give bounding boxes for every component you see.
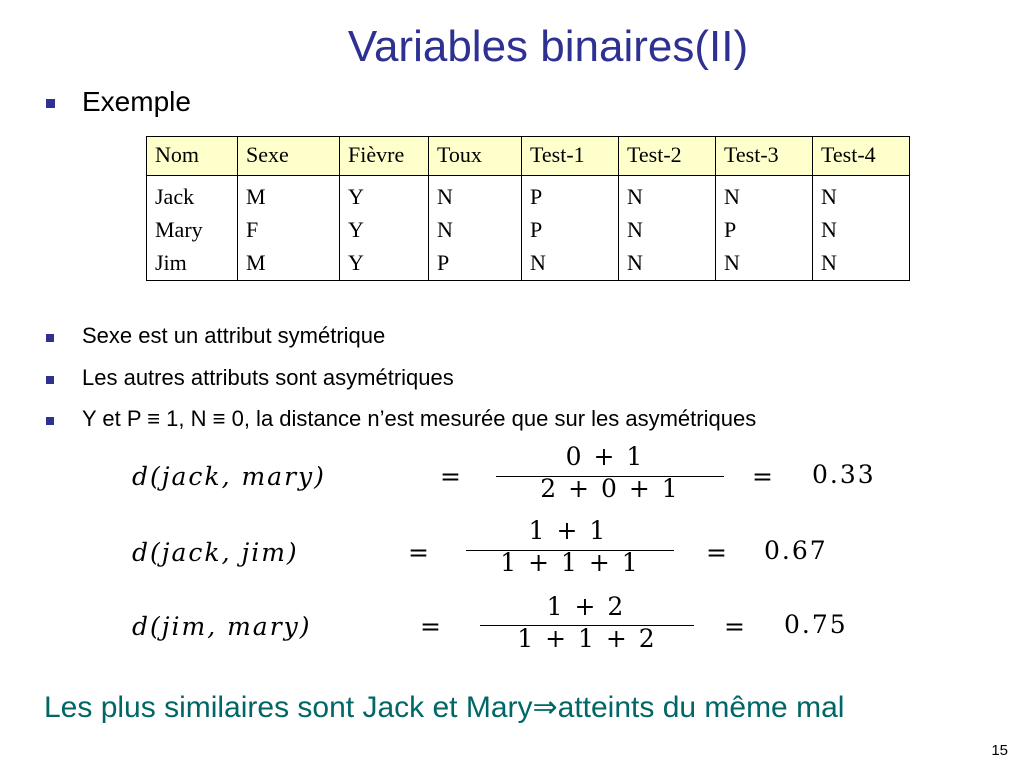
bullet-square-icon	[46, 334, 54, 342]
numerator: 1 + 1	[528, 516, 608, 545]
denominator: 1 + 1 + 1	[500, 548, 640, 577]
cell-test1: P P N	[522, 176, 619, 281]
denominator: 1 + 1 + 2	[517, 624, 657, 653]
header-sexe: Sexe	[238, 137, 340, 176]
bullet-square-icon	[46, 376, 54, 384]
cell-nom: Jack Mary Jim	[147, 176, 238, 281]
cell-toux: N N P	[429, 176, 522, 281]
result-value: 0.75	[784, 610, 848, 639]
denominator: 2 + 0 + 1	[540, 474, 680, 503]
cell-fievre: Y Y Y	[340, 176, 429, 281]
header-toux: Toux	[429, 137, 522, 176]
equals-sign: =	[440, 462, 463, 491]
equals-sign: =	[420, 612, 443, 641]
header-test2: Test-2	[619, 137, 716, 176]
table-header-row	[147, 137, 910, 176]
result-value: 0.67	[764, 536, 828, 565]
header-test3: Test-3	[716, 137, 813, 176]
header-test1: Test-1	[522, 137, 619, 176]
table-row	[147, 176, 910, 281]
bullet-distance-rule: Y et P ≡ 1, N ≡ 0, la distance n’est mesurée que sur les asymétriques	[82, 406, 757, 431]
header-nom: Nom	[147, 137, 238, 176]
conclusion-text: Les plus similaires sont Jack et Mary⇒atteints du même mal	[44, 691, 845, 724]
bullet-asymmetric: Les autres attributs sont asymétriques	[82, 365, 454, 390]
bullet-square-icon	[46, 417, 54, 425]
cell-sexe: M F M	[238, 176, 340, 281]
equation-lhs: d(jim, mary)	[132, 612, 312, 641]
equals-sign: =	[752, 462, 775, 491]
equation-lhs: d(jack, jim)	[132, 538, 299, 567]
example-heading: Exemple	[82, 86, 191, 117]
header-fievre: Fièvre	[340, 137, 429, 176]
result-value: 0.33	[812, 460, 876, 489]
numerator: 1 + 2	[546, 592, 626, 621]
cell-test4: N N N	[813, 176, 910, 281]
equation-lhs: d(jack, mary)	[132, 462, 326, 491]
numerator: 0 + 1	[565, 442, 645, 471]
equals-sign: =	[724, 612, 747, 641]
slide-title: Variables binaires(II)	[347, 22, 749, 71]
header-test4: Test-4	[813, 137, 910, 176]
cell-test2: N N N	[619, 176, 716, 281]
equals-sign: =	[408, 538, 431, 567]
equals-sign: =	[706, 538, 729, 567]
bullet-symmetric: Sexe est un attribut symétrique	[82, 323, 386, 348]
page-number: 15	[991, 742, 1008, 759]
bullet-square-icon	[46, 99, 55, 108]
patients-table	[146, 136, 910, 281]
cell-test3: N P N	[716, 176, 813, 281]
